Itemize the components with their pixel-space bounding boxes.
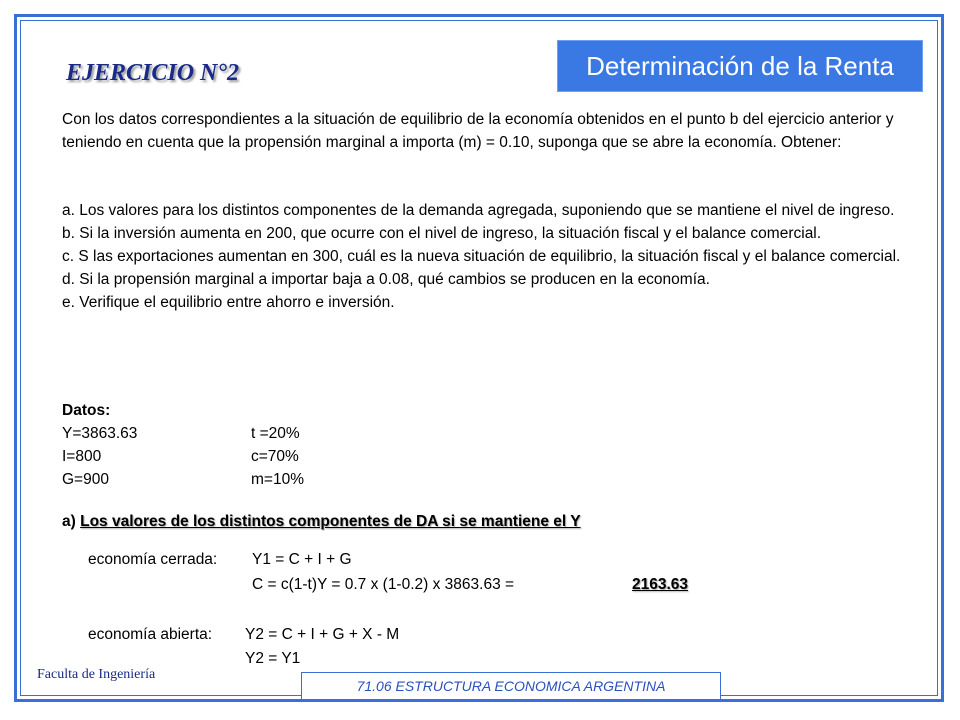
income-equality-equation: Y2 = Y1: [245, 650, 301, 667]
faculty-name: Faculta de Ingeniería: [37, 667, 156, 682]
data-value-t: t =20%: [251, 425, 300, 442]
item-c: c. S las exportaciones aumentan en 300, cuál es la nueva situación de equilibrio, la situación fiscal y el balance comercial.: [62, 248, 901, 265]
consumption-result: 2163.63: [632, 576, 689, 593]
header-title: Determinación de la Renta: [586, 50, 894, 81]
header-title-box: [557, 40, 923, 92]
data-heading: Datos:: [62, 402, 111, 419]
open-economy-equation: Y2 = C + I + G + X - M: [245, 626, 400, 643]
exercise-title: EJERCICIO N°2: [66, 60, 239, 86]
data-value-i: I=800: [62, 448, 102, 465]
item-a: a. Los valores para los distintos componentes de la demanda agregada, suponiendo que se mantiene el nivel de ingreso.: [62, 202, 895, 219]
course-name: 71.06 ESTRUCTURA ECONOMICA ARGENTINA: [356, 678, 666, 694]
open-economy-label: economía abierta:: [88, 626, 213, 643]
data-value-c: c=70%: [251, 448, 299, 465]
item-e: e. Verifique el equilibrio entre ahorro e inversión.: [62, 294, 395, 311]
consumption-equation: C = c(1-t)Y = 0.7 x (1-0.2) x 3863.63 =: [252, 576, 515, 593]
data-value-y: Y=3863.63: [62, 425, 138, 442]
course-footer-box: [301, 672, 721, 700]
section-a-heading: [62, 513, 581, 531]
data-value-m: m=10%: [251, 471, 304, 488]
item-d: d. Si la propensión marginal a importar baja a 0.08, qué cambios se producen en la economía.: [62, 271, 710, 288]
exercise-items: [62, 199, 912, 314]
closed-economy-equation: Y1 = C + I + G: [252, 551, 352, 568]
item-b: b. Si la inversión aumenta en 200, que ocurre con el nivel de ingreso, la situación fiscal y el balance comercial.: [62, 225, 822, 242]
data-value-g: G=900: [62, 471, 109, 488]
section-a-title: Los valores de los distintos componentes de DA si se mantiene el Y: [80, 513, 581, 530]
closed-economy-label: economía cerrada:: [88, 551, 218, 568]
section-a-label: a): [62, 513, 76, 530]
intro-paragraph: Con los datos correspondientes a la situación de equilibrio de la economía obtenidos en el punto b del ejercicio anterior y teniendo en cuenta que la propensión marginal a importa (m) = 0.10, suponga que se abre la economía. Obtener:: [62, 111, 894, 151]
